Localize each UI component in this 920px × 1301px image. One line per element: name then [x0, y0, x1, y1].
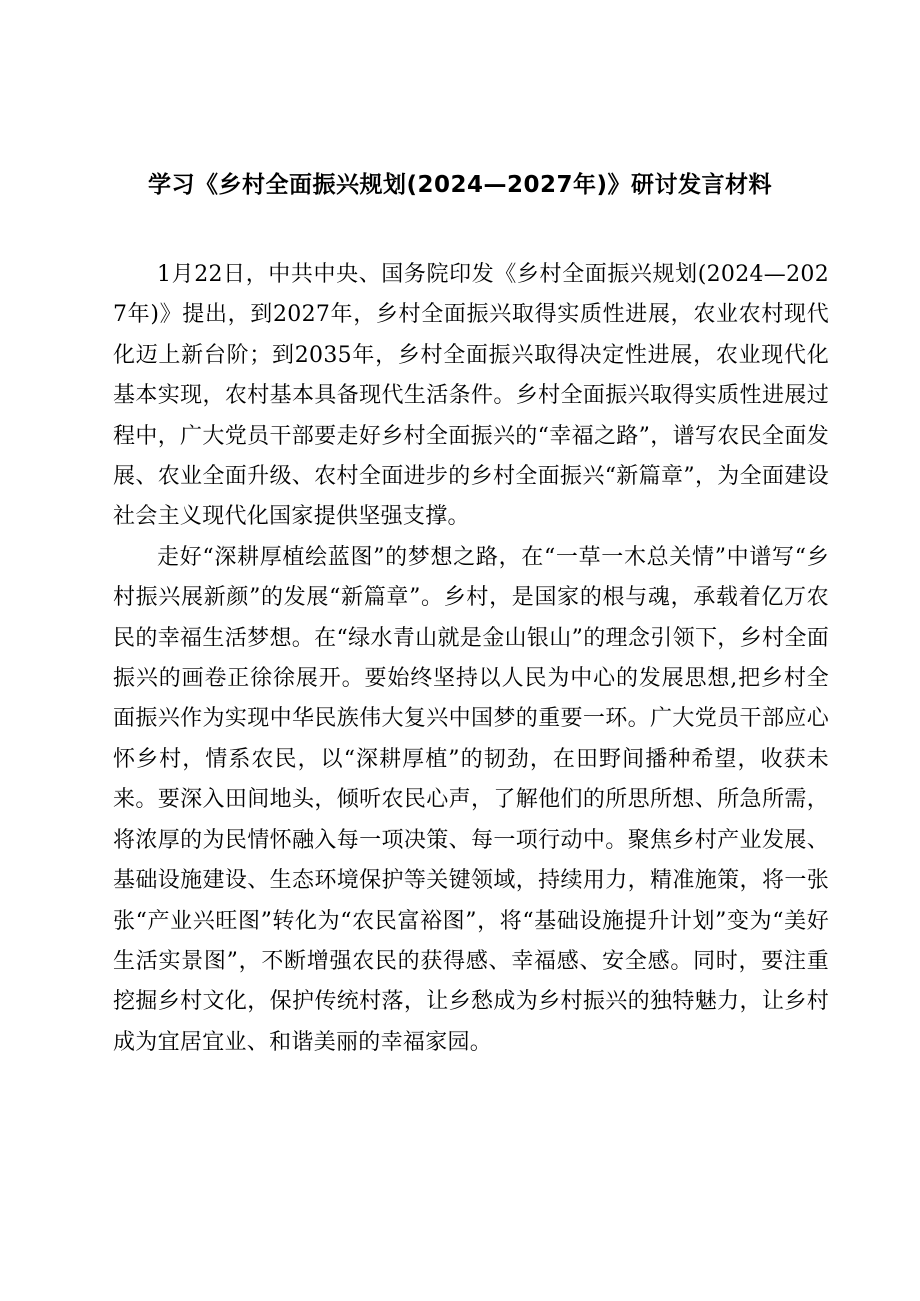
document-title: 学习《乡村全面振兴规划(2024—2027年)》研讨发言材料	[147, 172, 773, 198]
paragraph-2: 走好“深耕厚植绘蓝图”的梦想之路，在“一草一木总关情”中谱写“乡村振兴展新颜”的发展“新篇章”。乡村，是国家的根与魂，承载着亿万农民的幸福生活梦想。在“绿水青山就是金山银山”的理念引领下，乡村全面振兴的画卷正徐徐展开。要始终坚持以人民为中心的发展思想,把乡村全面振兴作为实现中华民族伟大复兴中国梦的重要一环。广大党员干部应心怀乡村，情系农民，以“深耕厚植”的韧劲，在田野间播种希望，收获未来。要深入田间地头，倾听农民心声，了解他们的所思所想、所急所需，将浓厚的为民情怀融入每一项决策、每一项行动中。聚焦乡村产业发展、基础设施建设、生态环境保护等关键领域，持续用力，精准施策，将一张张“产业兴旺图”转化为“农民富裕图”，将“基础设施提升计划”变为“美好生活实景图”，不断增强农民的获得感、幸福感、安全感。同时，要注重挖掘乡村文化，保护传统村落，让乡愁成为乡村振兴的独特魅力，让乡村成为宜居宜业、和谐美丽的幸福家园。	[113, 544, 829, 1055]
paragraph-1: 1月22日，中共中央、国务院印发《乡村全面振兴规划(2024—2027年)》提出，到2027年，乡村全面振兴取得实质性进展，农业农村现代化迈上新台阶；到2035年，乡村全面振兴取得决定性进展，农业现代化基本实现，农村基本具备现代生活条件。乡村全面振兴取得实质性进展过程中，广大党员干部要走好乡村全面振兴的“幸福之路”，谱写农民全面发展、农业全面升级、农村全面进步的乡村全面振兴“新篇章”，为全面建设社会主义现代化国家提供坚强支撑。	[113, 262, 829, 530]
document-body	[113, 255, 829, 1063]
